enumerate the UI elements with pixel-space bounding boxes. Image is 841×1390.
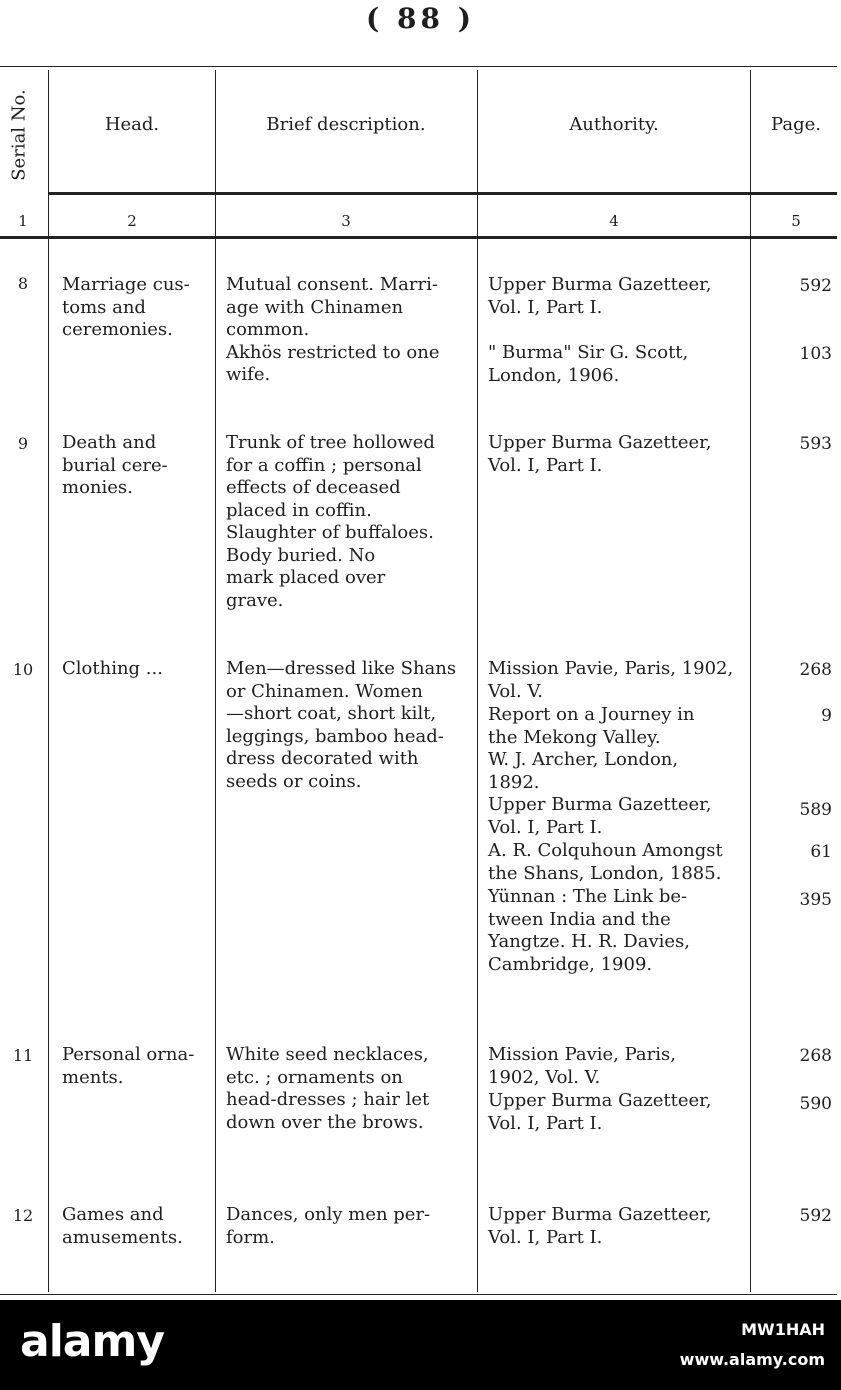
page-reference: 9 — [821, 706, 832, 726]
row-description: Trunk of tree hollowed for a coffin ; personal effects of deceased placed in coffin. Slaughter of buffaloes. Body buried. No mark placed over grave. — [226, 432, 435, 611]
column-number-1: 1 — [18, 212, 28, 230]
authority-entry: Upper Burma Gazetteer, Vol. I, Part I. — [488, 274, 712, 318]
serial-number: 10 — [12, 660, 34, 679]
alamy-logo: alamy — [20, 1316, 164, 1367]
row-description: Mutual consent. Marri- age with Chinamen common. Akhös restricted to one wife. — [226, 274, 440, 385]
authority-entry: Upper Burma Gazetteer, Vol. I, Part I. — [488, 794, 712, 838]
column-line-4 — [750, 70, 751, 1292]
authority-entry: Report on a Journey in the Mekong Valley. W. J. Archer, London, 1892. — [488, 704, 695, 793]
column-number-3: 3 — [341, 212, 351, 230]
serial-number: 11 — [12, 1046, 34, 1065]
row-head: Clothing ... — [62, 658, 163, 679]
page-reference: 103 — [799, 344, 832, 364]
watermark-url: www.alamy.com — [679, 1350, 825, 1369]
authority-entry: Upper Burma Gazetteer, Vol. I, Part I. — [488, 432, 712, 476]
top-rule — [0, 66, 837, 67]
page-reference: 268 — [799, 1046, 832, 1066]
page-column-header: Page. — [771, 114, 821, 135]
column-line-3 — [477, 70, 478, 1292]
page-reference: 395 — [799, 890, 832, 910]
page-reference: 589 — [799, 800, 832, 820]
colnum-divider — [0, 236, 837, 239]
description-column-header: Brief description. — [266, 114, 426, 135]
page-reference: 590 — [799, 1094, 832, 1114]
page-reference: 592 — [799, 1206, 832, 1226]
authority-entry: Upper Burma Gazetteer, Vol. I, Part I. — [488, 1090, 712, 1134]
column-number-5: 5 — [791, 212, 801, 230]
column-line-2 — [215, 70, 216, 1292]
authority-entry: A. R. Colquhoun Amongst the Shans, London, 1885. — [488, 840, 723, 884]
row-head: Marriage cus- toms and ceremonies. — [62, 274, 190, 340]
serial-number-header: Serial No. — [8, 89, 30, 181]
row-description: Men—dressed like Shans or Chinamen. Women —short coat, short kilt, leggings, bamboo head- dress decorated with seeds or coins. — [226, 658, 457, 792]
page-reference: 61 — [810, 842, 832, 862]
head-column-header: Head. — [104, 114, 160, 135]
page-number: ( 88 ) — [366, 2, 475, 35]
bottom-rule — [0, 1294, 837, 1295]
row-head: Personal orna- ments. — [62, 1044, 195, 1088]
header-divider — [48, 192, 837, 195]
page-reference: 593 — [799, 434, 832, 454]
column-line-1 — [48, 70, 49, 1292]
authority-entry: " Burma" Sir G. Scott, London, 1906. — [488, 342, 689, 386]
serial-number: 9 — [17, 434, 29, 453]
authority-entry: Upper Burma Gazetteer, Vol. I, Part I. — [488, 1204, 712, 1248]
authority-entry: Mission Pavie, Paris, 1902, Vol. V. — [488, 1044, 676, 1088]
image-id: MW1HAH — [741, 1320, 825, 1339]
authority-column-header: Authority. — [569, 114, 659, 135]
row-head: Death and burial cere- monies. — [62, 432, 168, 498]
row-description: White seed necklaces, etc. ; ornaments on head-dresses ; hair let down over the brows. — [226, 1044, 430, 1133]
row-description: Dances, only men per- form. — [226, 1204, 431, 1248]
row-head: Games and amusements. — [62, 1204, 183, 1248]
authority-entry: Mission Pavie, Paris, 1902, Vol. V. — [488, 658, 734, 702]
serial-number: 12 — [12, 1206, 34, 1225]
column-number-4: 4 — [609, 212, 619, 230]
authority-entry: Yünnan : The Link be- tween India and the Yangtze. H. R. Davies, Cambridge, 1909. — [488, 886, 690, 975]
watermark-banner — [0, 1300, 841, 1390]
serial-number: 8 — [17, 274, 29, 293]
page-reference: 592 — [799, 276, 832, 296]
column-number-2: 2 — [127, 212, 137, 230]
page-reference: 268 — [799, 660, 832, 680]
